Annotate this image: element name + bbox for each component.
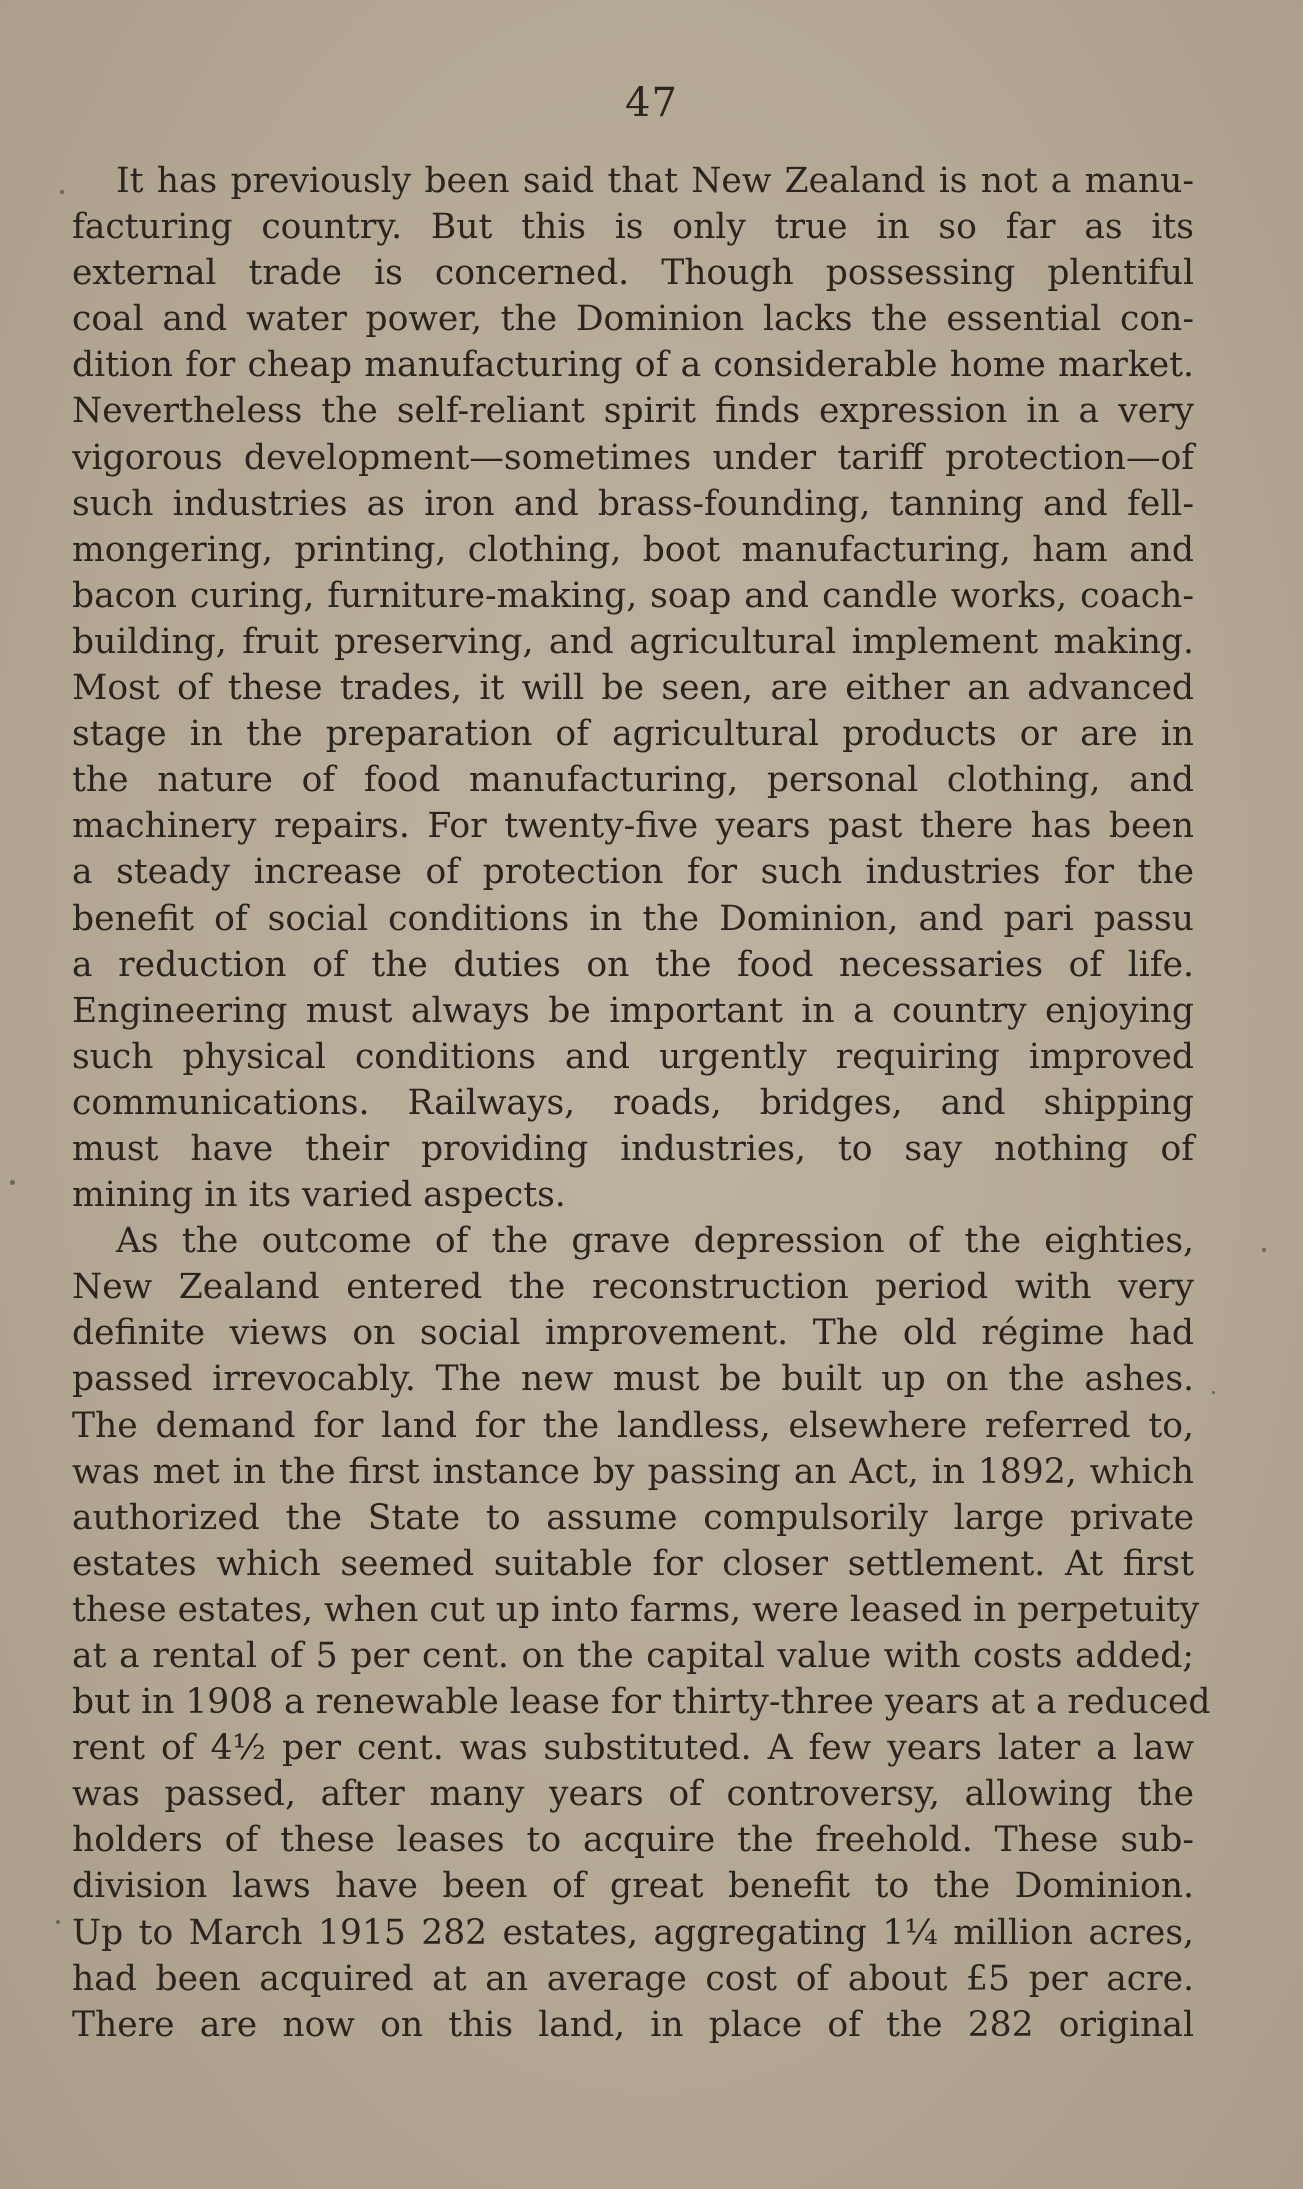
text-line: facturing country. But this is only true in so far as its: [72, 207, 1194, 248]
text-line: such industries as iron and brass-founding, tanning and fell-: [72, 483, 1194, 524]
text-line: holders of these leases to acquire the freehold. These sub-: [72, 1820, 1194, 1861]
text-line: dition for cheap manufacturing of a considerable home market.: [72, 345, 1194, 386]
page-number: 47: [625, 80, 678, 126]
text-line: bacon curing, furniture-making, soap and candle works, coach-: [72, 575, 1194, 616]
text-line: stage in the preparation of agricultural products or are in: [72, 714, 1194, 755]
paper-speck: [56, 1920, 60, 1924]
paper-speck: [10, 1180, 15, 1185]
text-line: As the outcome of the grave depression of the eighties,: [116, 1221, 1194, 1262]
text-line: these estates, when cut up into farms, were leased in perpetuity: [72, 1589, 1200, 1630]
text-line: must have their providing industries, to say nothing of: [72, 1128, 1194, 1169]
text-line: the nature of food manufacturing, personal clothing, and: [72, 760, 1194, 801]
text-line: coal and water power, the Dominion lacks the essential con-: [72, 299, 1194, 340]
paper-speck: [1262, 1248, 1266, 1252]
text-line: had been acquired at an average cost of about £5 per acre.: [72, 1958, 1194, 1999]
text-line: a steady increase of protection for such industries for the: [72, 852, 1194, 893]
text-line: It has previously been said that New Zealand is not a manu-: [116, 161, 1194, 201]
paper-speck: [1212, 1391, 1215, 1394]
text-line: division laws have been of great benefit to the Dominion.: [72, 1866, 1194, 1907]
text-line: Up to March 1915 282 estates, aggregating 1¼ million acres,: [72, 1912, 1194, 1953]
paragraph-1: [72, 158, 1194, 1218]
text-line: but in 1908 a renewable lease for thirty-three years at a reduced: [72, 1682, 1211, 1723]
text-line: Most of these trades, it will be seen, are either an advanced: [72, 668, 1194, 709]
text-line: mongering, printing, clothing, boot manufacturing, ham and: [72, 529, 1194, 570]
text-line: a reduction of the duties on the food necessaries of life.: [72, 944, 1194, 985]
text-line: machinery repairs. For twenty-five years past there has been: [72, 806, 1194, 847]
text-line: definite views on social improvement. The old régime had: [72, 1313, 1194, 1354]
text-line: mining in its varied aspects.: [72, 1175, 566, 1216]
text-line: vigorous development—sometimes under tariff protection—of: [72, 437, 1194, 478]
text-line: The demand for land for the landless, elsewhere referred to,: [72, 1405, 1194, 1446]
text-line: at a rental of 5 per cent. on the capital value with costs added;: [72, 1636, 1194, 1676]
text-line: such physical conditions and urgently requiring improved: [72, 1036, 1194, 1077]
text-line: estates which seemed suitable for closer settlement. At first: [72, 1543, 1194, 1584]
text-line: was passed, after many years of controversy, allowing the: [72, 1774, 1194, 1815]
text-line: authorized the State to assume compulsorily large private: [72, 1497, 1194, 1538]
text-line: New Zealand entered the reconstruction period with very: [72, 1267, 1194, 1308]
text-line: Engineering must always be important in a country enjoying: [72, 990, 1194, 1031]
text-line: passed irrevocably. The new must be built up on the ashes.: [72, 1359, 1194, 1400]
text-line: Nevertheless the self-reliant spirit finds expression in a very: [72, 391, 1194, 432]
paper-speck: [60, 190, 64, 194]
text-line: communications. Railways, roads, bridges, and shipping: [72, 1082, 1194, 1123]
body-text: [72, 158, 1211, 2048]
text-line: external trade is concerned. Though possessing plentiful: [72, 253, 1194, 294]
text-line: rent of 4½ per cent. was substituted. A few years later a law: [72, 1728, 1194, 1769]
text-line: building, fruit preserving, and agricultural implement making.: [72, 621, 1194, 662]
paragraph-2: [72, 1218, 1211, 2048]
text-line: was met in the first instance by passing an Act, in 1892, which: [72, 1451, 1194, 1492]
text-line: benefit of social conditions in the Dominion, and pari passu: [72, 898, 1194, 939]
text-line: There are now on this land, in place of the 282 original: [72, 2004, 1194, 2045]
